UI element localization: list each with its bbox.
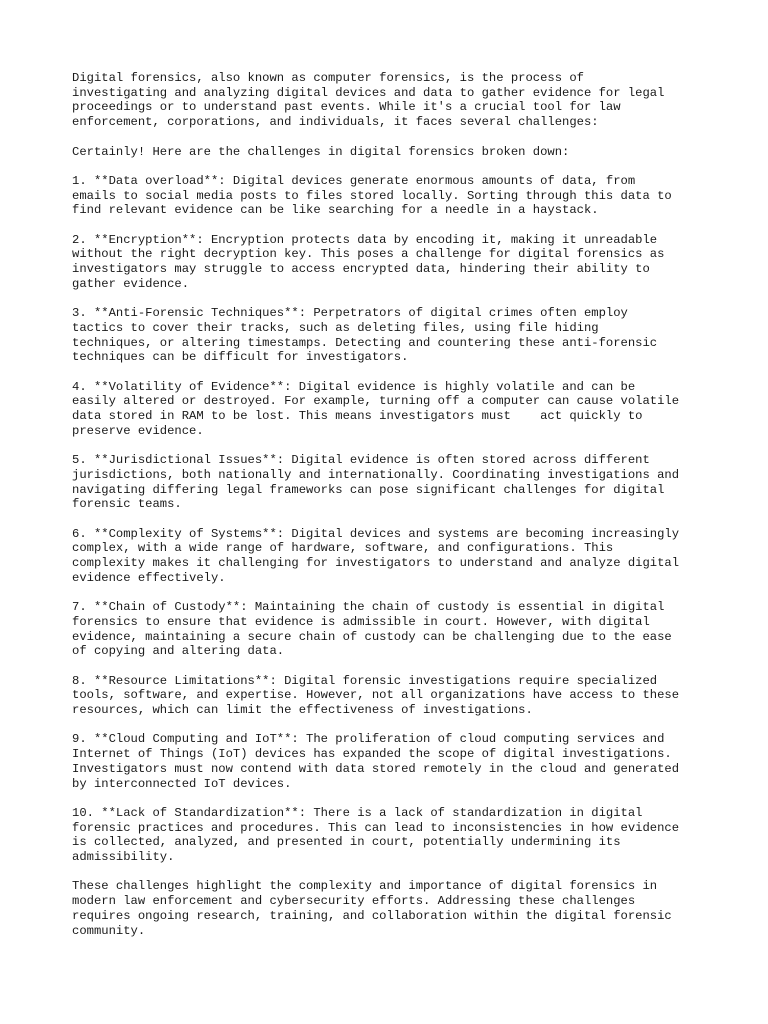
challenge-resource-limitations: 8. **Resource Limitations**: Digital forensic investigations require specialized tools, software, and expertise. However, not all organizations have access to these resources, which can limit the effectiveness of investigations.	[72, 673, 680, 718]
document-page	[72, 71, 712, 938]
challenge-data-overload: 1. **Data overload**: Digital devices generate enormous amounts of data, from emails to social media posts to files stored locally. Sorting through this data to find relevant evidence can be like searching for a needle in a haystack.	[72, 173, 672, 218]
challenge-chain-of-custody: 7. **Chain of Custody**: Maintaining the chain of custody is essential in digital forensics to ensure that evidence is admissible in court. However, with digital evidence, maintaining a secure chain of custody can be challenging due to the ease of copying and altering data.	[72, 600, 672, 659]
conclusion-paragraph: These challenges highlight the complexity and importance of digital forensics in modern law enforcement and cybersecurity efforts. Addressing these challenges requires ongoing research, training, and collaboration within the digital forensic community.	[72, 879, 672, 938]
challenge-jurisdictional-issues: 5. **Jurisdictional Issues**: Digital evidence is often stored across different jurisdictions, both nationally and internationally. Coordinating investigations and navigating differing legal frameworks can pose significant challenges for digital forensic teams.	[72, 453, 680, 512]
lead-in-paragraph: Certainly! Here are the challenges in digital forensics broken down:	[72, 144, 570, 159]
challenge-anti-forensic-techniques: 3. **Anti-Forensic Techniques**: Perpetrators of digital crimes often employ tactics to cover their tracks, such as deleting files, using file hiding techniques, or altering timestamps. Detecting and countering these anti-forensic techniques can be difficult for investigators.	[72, 306, 658, 365]
challenge-complexity-of-systems: 6. **Complexity of Systems**: Digital devices and systems are becoming increasingly complex, with a wide range of hardware, software, and configurations. This complexity makes it challenging for investigators to understand and analyze digital evidence effectively.	[72, 526, 680, 585]
challenge-lack-of-standardization: 10. **Lack of Standardization**: There is a lack of standardization in digital forensic practices and procedures. This can lead to inconsistencies in how evidence is collected, analyzed, and presented in court, potentially undermining its admissibility.	[72, 805, 680, 865]
challenge-cloud-and-iot: 9. **Cloud Computing and IoT**: The proliferation of cloud computing services and Internet of Things (IoT) devices has expanded the scope of digital investigations. Investigators must now contend with data stored remotely in the cloud and generated by interconnected IoT devices.	[72, 732, 680, 791]
challenge-encryption: 2. **Encryption**: Encryption protects data by encoding it, making it unreadable without the right decryption key. This poses a challenge for digital forensics as investigators may struggle to access encrypted data, hindering their ability to gather evidence.	[72, 232, 665, 291]
challenge-volatility-of-evidence: 4. **Volatility of Evidence**: Digital evidence is highly volatile and can be easily altered or destroyed. For example, turning off a computer can cause volatile data stored in RAM to be lost. This means investigators must act quickly to preserve evidence.	[72, 379, 680, 438]
intro-paragraph: Digital forensics, also known as computer forensics, is the process of investigating and analyzing digital devices and data to gather evidence for legal proceedings or to understand past events. While it's a crucial tool for law enforcement, corporations, and individuals, it faces several challenges:	[72, 71, 665, 130]
